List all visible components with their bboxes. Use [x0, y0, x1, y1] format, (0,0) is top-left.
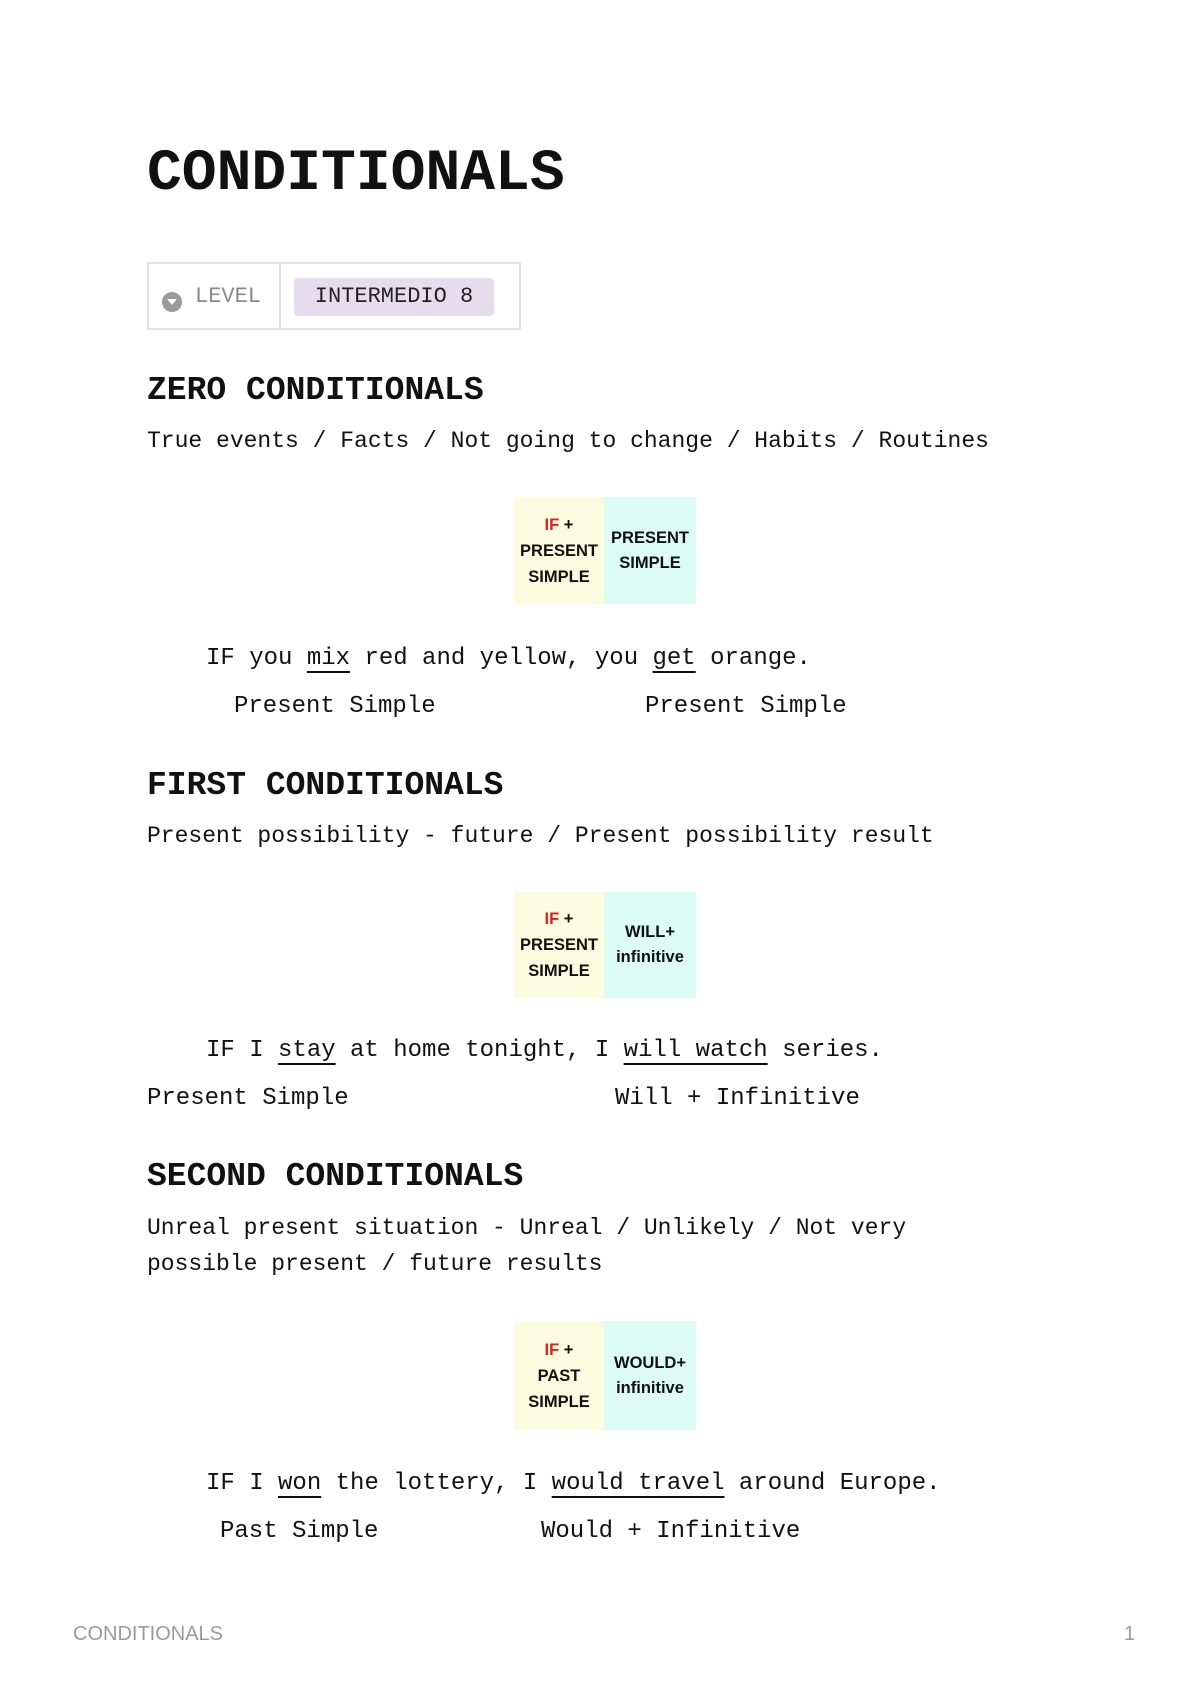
formula-tense-word: SIMPLE	[528, 962, 590, 980]
formula-tense-word: SIMPLE	[528, 567, 590, 586]
underlined-verb: get	[652, 645, 696, 672]
tense-label-right: Will + Infinitive	[615, 1085, 860, 1112]
formula-result-word: WILL+	[625, 923, 675, 941]
tense-label-right: Would + Infinitive	[541, 1518, 801, 1545]
example-sentence-first: IF I stay at home tonight, I will watch series.	[206, 1037, 883, 1064]
formula-if-cell: IF + PRESENT SIMPLE	[514, 892, 604, 998]
section-description-second-line1: Unreal present situation - Unreal / Unlikely / Not very	[147, 1215, 907, 1241]
formula-second	[514, 1321, 696, 1430]
formula-tense-word: PRESENT	[520, 541, 598, 560]
section-description-first: Present possibility - future / Present possibility result	[147, 823, 934, 849]
tense-label-left: Present Simple	[234, 693, 436, 720]
section-description-zero: True events / Facts / Not going to change / Habits / Routines	[147, 428, 989, 454]
underlined-verb: would travel	[551, 1470, 725, 1497]
formula-result-word: SIMPLE	[619, 553, 681, 572]
underlined-verb: mix	[306, 645, 351, 672]
level-label: LEVEL	[195, 284, 262, 309]
formula-if-cell: IF + PAST SIMPLE	[514, 1321, 604, 1430]
formula-result-word: infinitive	[616, 1378, 684, 1397]
section-description-second-line2: possible present / future results	[147, 1251, 603, 1277]
section-heading-second: SECOND CONDITIONALS	[147, 1158, 524, 1195]
formula-result-cell	[604, 892, 696, 998]
level-tag[interactable]: INTERMEDIO 8	[294, 278, 494, 316]
tense-label-left: Present Simple	[147, 1085, 349, 1112]
page-number: 1	[1124, 1623, 1136, 1645]
formula-tense-word: SIMPLE	[528, 1392, 590, 1411]
example-sentence-second: IF I won the lottery, I would travel around Europe.	[206, 1470, 941, 1497]
formula-result-cell	[604, 1321, 696, 1430]
tense-label-right: Present Simple	[645, 693, 847, 720]
formula-result-word: infinitive	[616, 948, 684, 966]
level-label-cell	[149, 264, 281, 328]
page-title: CONDITIONALS	[147, 142, 565, 207]
section-heading-first: FIRST CONDITIONALS	[147, 767, 504, 804]
footer-title: CONDITIONALS	[73, 1623, 224, 1645]
formula-result-word: WOULD+	[614, 1353, 686, 1372]
underlined-verb: won	[278, 1470, 322, 1497]
formula-first	[514, 892, 696, 998]
formula-if-cell: IF + PRESENT SIMPLE	[514, 497, 604, 604]
if-keyword: IF	[544, 1340, 560, 1359]
underlined-verb: stay	[278, 1037, 336, 1064]
formula-tense-word: PAST	[537, 1366, 581, 1385]
if-keyword: IF	[544, 910, 560, 928]
example-sentence-zero: IF you mix red and yellow, you get orange.	[206, 645, 811, 672]
formula-zero	[514, 497, 696, 604]
tense-label-left: Past Simple	[220, 1518, 379, 1545]
underlined-verb: will watch	[623, 1037, 768, 1064]
formula-result-word: PRESENT	[611, 528, 689, 547]
if-keyword: IF	[544, 515, 560, 534]
chevron-down-circle-icon	[162, 292, 182, 312]
formula-result-cell	[604, 497, 696, 604]
formula-tense-word: PRESENT	[520, 936, 598, 954]
section-heading-zero: ZERO CONDITIONALS	[147, 372, 484, 409]
level-property	[147, 262, 521, 330]
